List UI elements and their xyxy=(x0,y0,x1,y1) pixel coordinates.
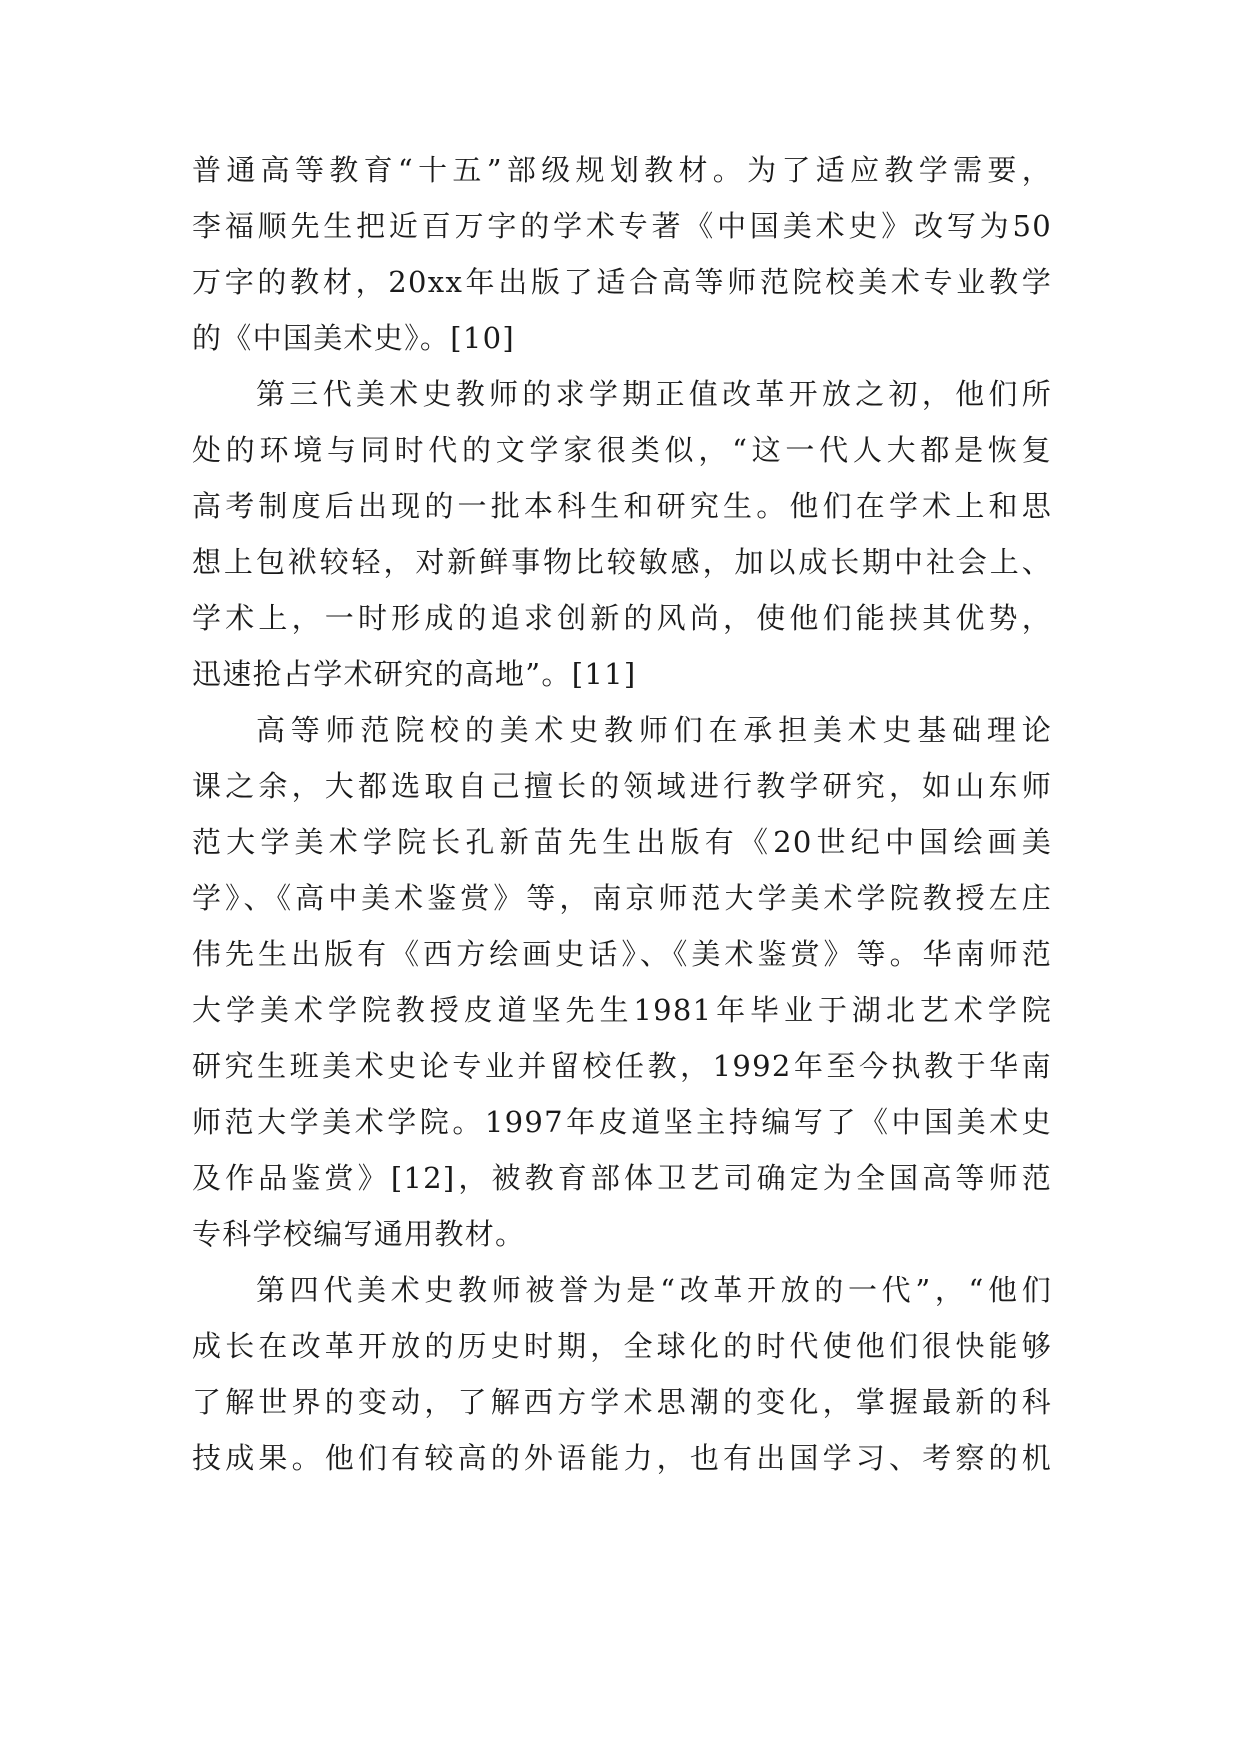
paragraph-4-line-3: 了解世界的变动，了解西方学术思潮的变化，掌握最新的科 xyxy=(192,1385,1052,1419)
paragraph-3-line-7: 研究生班美术史论专业并留校任教，1992年至今执教于华南 xyxy=(192,1049,1052,1083)
paragraph-2-line-2: 处的环境与同时代的文学家很类似，“这一代人大都是恢复 xyxy=(192,433,1052,467)
paragraph-2-line-1: 第三代美术史教师的求学期正值改革开放之初，他们所 xyxy=(256,377,1052,411)
paragraph-3-line-9: 及作品鉴赏》[12]，被教育部体卫艺司确定为全国高等师范 xyxy=(192,1161,1052,1195)
paragraph-1-line-2: 李福顺先生把近百万字的学术专著《中国美术史》改写为50 xyxy=(192,209,1052,243)
paragraph-4-line-2: 成长在改革开放的历史时期，全球化的时代使他们很快能够 xyxy=(192,1329,1052,1363)
paragraph-2-line-6: 迅速抢占学术研究的高地”。[11] xyxy=(192,657,637,691)
paragraph-2-line-3: 高考制度后出现的一批本科生和研究生。他们在学术上和思 xyxy=(192,489,1052,523)
paragraph-2-line-5: 学术上，一时形成的追求创新的风尚，使他们能挟其优势， xyxy=(192,601,1052,635)
paragraph-1-line-4: 的《中国美术史》。[10] xyxy=(192,321,515,355)
paragraph-4-line-1: 第四代美术史教师被誉为是“改革开放的一代”，“他们 xyxy=(256,1273,1052,1307)
paragraph-1-line-1: 普通高等教育“十五”部级规划教材。为了适应教学需要， xyxy=(192,153,1052,187)
paragraph-3-line-5: 伟先生出版有《西方绘画史话》、《美术鉴赏》等。华南师范 xyxy=(192,937,1052,971)
paragraph-3-line-4: 学》、《高中美术鉴赏》等，南京师范大学美术学院教授左庄 xyxy=(192,881,1052,915)
paragraph-3-line-3: 范大学美术学院长孔新苗先生出版有《20世纪中国绘画美 xyxy=(192,825,1052,859)
paragraph-1-line-3: 万字的教材，20xx年出版了适合高等师范院校美术专业教学 xyxy=(192,265,1052,299)
paragraph-3-line-2: 课之余，大都选取自己擅长的领域进行教学研究，如山东师 xyxy=(192,769,1052,803)
paragraph-4-line-4: 技成果。他们有较高的外语能力，也有出国学习、考察的机 xyxy=(192,1441,1052,1475)
paragraph-3-line-6: 大学美术学院教授皮道坚先生1981年毕业于湖北艺术学院 xyxy=(192,993,1052,1027)
paragraph-2-line-4: 想上包袱较轻，对新鲜事物比较敏感，加以成长期中社会上、 xyxy=(192,545,1052,579)
paragraph-3-line-10: 专科学校编写通用教材。 xyxy=(192,1217,526,1251)
paragraph-3-line-8: 师范大学美术学院。1997年皮道坚主持编写了《中国美术史 xyxy=(192,1105,1052,1139)
paragraph-3-line-1: 高等师范院校的美术史教师们在承担美术史基础理论 xyxy=(256,713,1052,747)
